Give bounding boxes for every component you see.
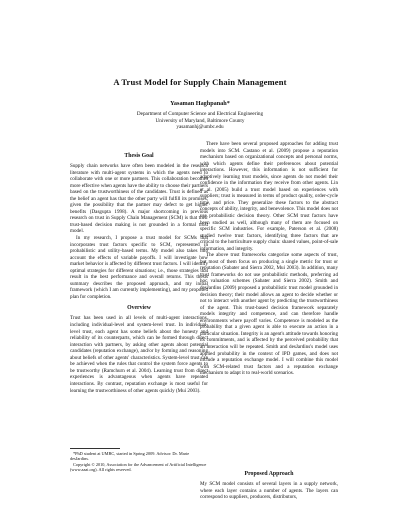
- related-work-paragraph: There have been several proposed approaches for adding trust models into SCM. Castano et al. (2009) propose a reputation mechanism based on organizational concepts and personal norms, with which agents define their preferences about potential interactions. However, this information is not sufficient for adaptively learning trust models, since agents do not model their confidence in the information they receive from other agents. Lin et al. (2005) build a trust model based on experiences with suppliers; trust is measured in terms of product quality, order-cycle time, and price. They generalize these factors to the abstract concepts of ability, integrity, and benevolence. This model does not use probabilistic decision theory. Other SCM trust factors have been studied as well, although many of them are focused on specific SCM industries. For example, Paterson et al. (2008) studied twelve trust factors, identifying three factors that are critical to the horticulture supply chain: shared values, point-of-sale information, and integrity.: [200, 141, 338, 252]
- thesis-goal-paragraph: Supply chain networks have often been modeled in the research literature with multi-agent systems in which the agents need to collaborate with one or more partners. This collaboration becomes more effective when agents have the ability to choose their partners based on the trustworthiness of the candidates. Trust is defined as the belief an agent has that the other party will fulfill its promises, given the possibility that the partner may defect to get higher benefits (Dasgupta 1998). A major shortcoming in previous research on trust in Supply Chain Management (SCM) is that their trust-based decision making is not grounded in a formal trust model.: [70, 163, 208, 235]
- footnote-divider: [70, 448, 120, 449]
- left-column: [70, 153, 208, 394]
- proposed-approach-body: [200, 481, 338, 501]
- footnote-advisor: *PhD student at UMBC, started in Spring 2009. Advisor: Dr. Marie desJardins.: [70, 451, 190, 462]
- related-work-paragraph: The above trust frameworks categorize some aspects of trust, but most of them focus on producing a single metric for trust or reputation (Sabater and Sierra 2002, Mui 2003). In addition, many trust frameworks do not use probabilistic methods, preferring ad hoc valuation schemes (Sabater and Sierra 2002). Smith and desJardins (2009) proposed a probabilistic trust model grounded in decision theory; their model allows an agent to decide whether or not to interact with another agent by predicting the trustworthiness of the agent. This trust-based decision framework separately models integrity and competence, and can therefore handle environments where payoff varies. Competence is modeled as the probability that a given agent is able to execute an action in a particular situation. Integrity is an agent's attitude towards honoring its commitments, and is affected by the perceived probability that an interaction will be repeated. Smith and desJardins's model uses applied probability in the context of IPD games, and does not include a reputation exchange model. I will combine this model with SCM-related trust factors and a reputation exchange mechanism to adapt it to real-world scenarios.: [200, 252, 338, 377]
- footnote-copyright: Copyright © 2010, Association for the Advancement of Artificial Intelligence (www.aaai.org). All rights reserved.: [70, 461, 207, 473]
- footnote: [70, 451, 208, 473]
- overview-paragraph: Trust has been used in all levels of multi-agent interactions, including individual-level and system-level trust. In individual-level trust, each agent has some beliefs about the honesty and reliability of its counterparts, which can be formed through direct interaction with partners, by asking other agents about potential candidates (reputation exchange), and/or by forming and reasoning about beliefs of other agents' characteristics. System-level trust can be achieved when the rules that control the system force agents to be trustworthy (Ramchurn et al. 2004). Learning trust from direct experiences is advantageous when agents have repeated interactions. By contrast, reputation exchange is most useful for learning the trustworthiness of other agents quickly (Mui 2003).: [70, 315, 208, 394]
- proposed-approach-paragraph: My SCM model consists of several layers in a supply network, where each layer contains a number of agents. The layers can correspond to suppliers, producers, distributors,: [200, 481, 338, 501]
- proposed-approach-section: [200, 471, 338, 481]
- paper-title: A Trust Model for Supply Chain Management: [113, 77, 287, 87]
- author-name: Yasaman Haghpanah*: [170, 100, 230, 107]
- section-heading-thesis-goal: Thesis Goal: [124, 153, 154, 159]
- author-university: University of Maryland, Baltimore County: [155, 117, 245, 124]
- author-department: Department of Computer Science and Electrical Engineering: [136, 111, 264, 117]
- author-email: yasamanhj@umbc.edu: [176, 124, 224, 130]
- section-heading-proposed-approach: Proposed Approach: [244, 471, 294, 477]
- thesis-goal-paragraph: In my research, I propose a trust model for SCMs that incorporates trust factors specific to SCM, represented in probabilistic and utility-based terms. My model also takes into account the effects of variable payoffs. I will investigate how market behavior is affected by different trust factors. I will identify optimal strategies for different situations; i.e., those strategies that result in the best performance and overall returns. This thesis summary describes the proposed approach, and my initial framework (which I am currently implementing), and my proposed plan for completion.: [70, 235, 208, 300]
- right-column: [200, 141, 338, 377]
- section-heading-overview: Overview: [127, 305, 151, 312]
